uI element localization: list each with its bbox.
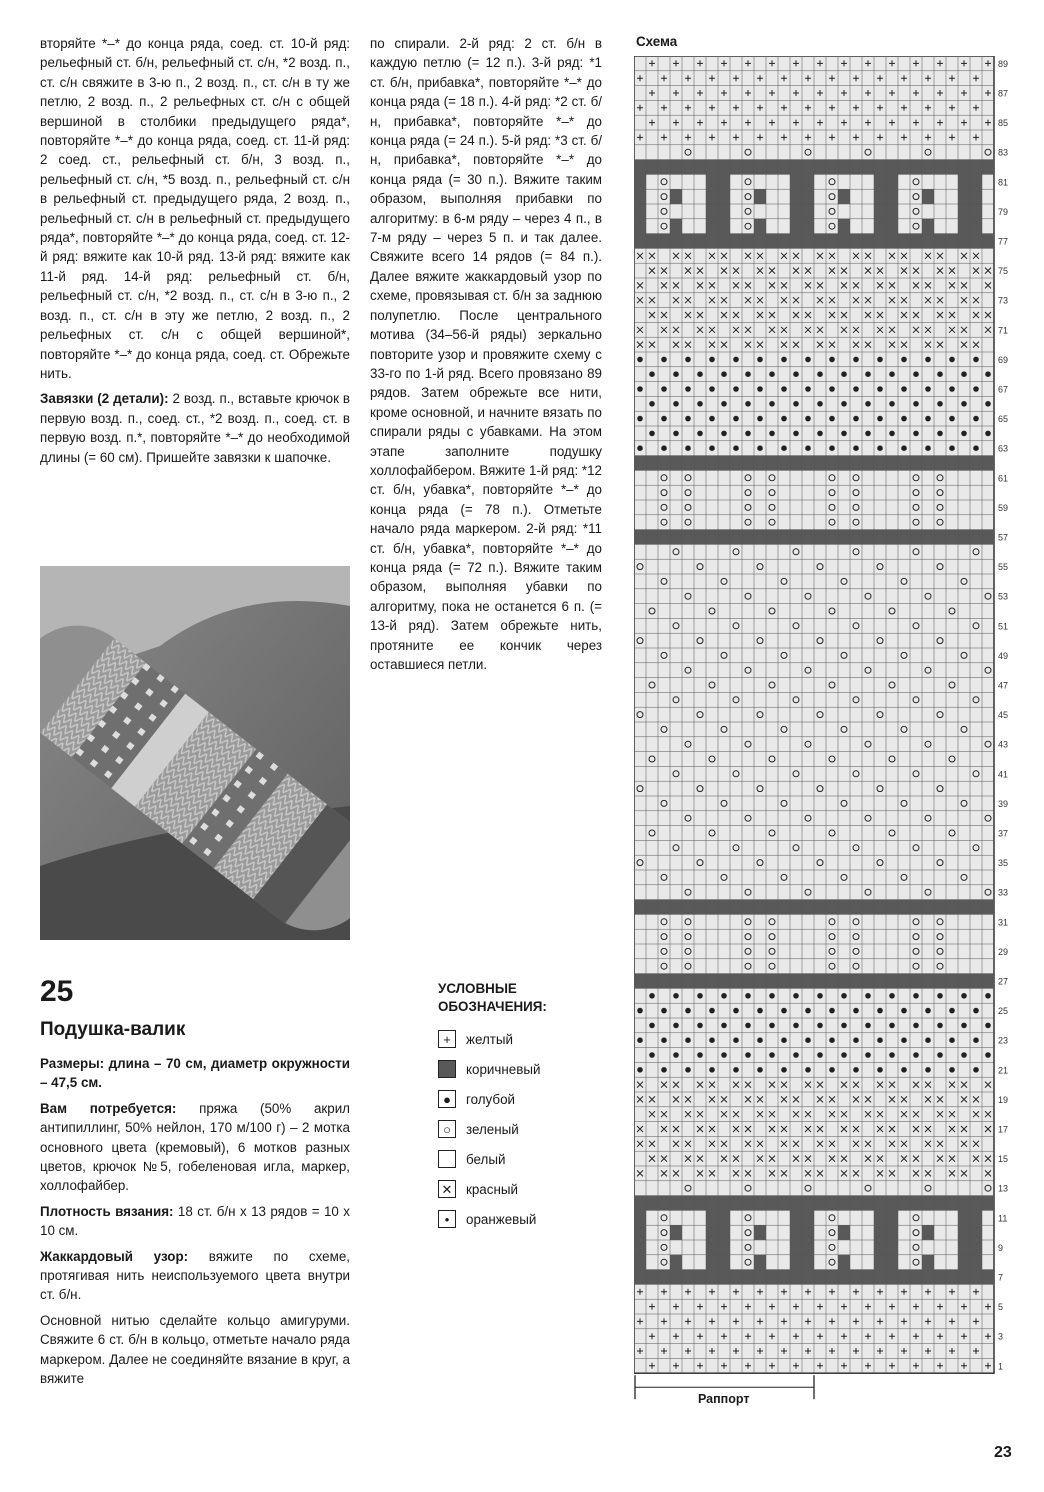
row-label: 7 [998,1272,1004,1283]
legend-label: коричневый [466,1061,541,1077]
materials-text: пряжа (50% акрил антипиллинг, 50% нейлон, 170 м/100 г) – 2 мотка основного цвета (кремовый), 6 мотков разных цветов, крючок №5, гобеленовая игла, маркер, холлофайбер. [40,1100,350,1194]
row-label: 45 [998,710,1009,721]
row-label: 23 [998,1035,1009,1046]
materials-line [40,1099,350,1196]
ties-label: Завязки (2 детали): [40,391,169,407]
page-number: 23 [994,1444,1012,1461]
legend-items [438,1024,608,1234]
row-label: 65 [998,414,1009,425]
intro-line: Основной нитью сделайте кольцо амигуруми. Свяжите 6 ст. б/н в кольцо, отметьте начало ряда маркером. Далее не соединяйте вязание в круг, а вяжите [40,1312,350,1387]
pattern-title: Подушка-валик [40,1019,186,1040]
materials-label: Вам потребуется: [40,1100,177,1116]
row-label: 83 [998,147,1009,158]
row-label: 15 [998,1154,1009,1165]
row-label: 87 [998,88,1009,99]
jacquard-label: Жаккардовый узор: [40,1248,189,1264]
pattern-number: 25 [40,975,74,1008]
row-label: 51 [998,621,1009,632]
row-label: 85 [998,118,1009,129]
legend-item-оранжевый [438,1204,608,1234]
row-label: 5 [998,1302,1004,1313]
row-label: 25 [998,1006,1009,1017]
row-label: 57 [998,532,1009,543]
row-label: 61 [998,473,1009,484]
ring-symbol-icon: ○ [438,1120,456,1138]
rapport-label: Раппорт [698,1392,750,1406]
row-label: 29 [998,946,1009,957]
legend-item-желтый [438,1024,608,1054]
chart-legend [438,980,608,1234]
legend-item-белый [438,1144,608,1174]
row-label: 17 [998,1124,1009,1135]
row-label: 3 [998,1331,1004,1342]
row-label: 47 [998,680,1009,691]
product-photo [40,566,350,940]
row-label: 79 [998,206,1009,217]
row-label: 81 [998,177,1009,188]
legend-label: оранжевый [466,1211,537,1227]
bigdot-symbol-icon: ● [438,1090,456,1108]
empty-symbol-icon [438,1150,456,1168]
chart-title: Схема [636,34,678,49]
row-label: 11 [998,1213,1008,1224]
row-label: 41 [998,769,1009,780]
row-label: 73 [998,295,1009,306]
legend-title: УСЛОВНЫЕ ОБОЗНАЧЕНИЯ: [438,981,547,1014]
ties-text: 2 возд. п., вставьте крючок в первую возд. п., соед. ст., *2 возд. п., соед. ст. в первую возд. п.*, повторяйте *–* до необходимой длины (= 60 см). Пришейте завязки к шапочке. [40,391,350,465]
row-label: 71 [998,325,1009,336]
row-label: 1 [998,1361,1004,1372]
legend-item-зеленый [438,1114,608,1144]
paragraph-row-instructions: вторяйте *–* до конца ряда, соед. ст. 10-й ряд: рельефный ст. б/н, рельефный ст. с/н, *2 возд. п., ст. с/н свяжите в 3-ю п., 2 возд. п., ст. с/н в ту же петлю, 2 возд. п., 2 рельефных ст. с/н с общей вершиной в столбики предыдущего ряда*, повторяйте *–* до конца ряда, соед. ст. 11-й ряд: 2 соед. ст., рельефный ст. б/н, 3 возд. п., рельефный ст. с/н, *5 возд. п., рельефный ст. с/н в рельефный ст. предыдущего ряда, 2 возд. п., рельефный ст. с/н в рельефный ст. предыдущего ряда*, повторяйте *–* до конца ряда, соед. ст. 12-й ряд: вяжите как 10-й ряд. 13-й ряд: вяжите как 11-й ряд. 14-й ряд: рельефный ст. б/н, рельефный ст. с/н, *2 возд. п., ст. с/н в 3-ю п., 2 возд. п., ст. с/н в эту же петлю, 2 возд. п., 2 рельефных ст. с/н с общей вершиной*, повторяйте *–* до конца ряда, соед. ст. Обрежьте нить. [40,36,350,381]
legend-label: желтый [466,1031,514,1047]
jacquard-line [40,1247,350,1305]
row-label: 49 [998,650,1009,661]
sizes-line [40,1054,350,1093]
cross-symbol-icon: ✕ [438,1180,456,1198]
legend-item-голубой [438,1084,608,1114]
density-text: 18 ст. б/н х 13 рядов = 10 х 10 см. [40,1203,350,1239]
row-label: 31 [998,917,1009,928]
jacquard-chart [634,56,1010,1401]
pattern-spec [40,1054,350,1395]
density-line [40,1202,350,1241]
row-label: 55 [998,562,1009,573]
row-label: 19 [998,1094,1009,1105]
paragraph-continued: по спирали. 2-й ряд: 2 ст. б/н в каждую петлю (= 12 п.). 3-й ряд: *1 ст. б/н, прибавка*, повторяйте *–* до конца ряда (= 18 п.). 4-й ряд: *2 ст. б/н, прибавка*, повторяйте *–* до конца ряда (= 24 п.). 5-й ряд: *3 ст. б/н, прибавка*, повторяйте *–* до конца ряда (= 30 п.). Вяжите таким образом, выполняя прибавки по алгоритму: в 6-м ряду – через 4 п., в 7-м ряду – через 5 п. и так далее. Свяжите всего 14 рядов (= 84 п.). Далее вяжите жаккардовый узор по схеме, провязывая ст. б/н за заднюю полупетлю. После центрального мотива (34–56-й ряды) зеркально повторите узор и провяжите схему с 33-го по 1-й ряд. Всего провязано 89 рядов. Затем обрежьте все нити, кроме основной, и начните вязать по спирали ряды с убавками. На этом этапе заполните подушку холлофайбером. Вяжите 1-й ряд: *12 ст. б/н, убавка*, повторяйте *–* до конца ряда (= 78 п.). Отметьте начало ряда маркером. 2-й ряд: *11 ст. б/н, убавка*, повторяйте *–* до конца ряда (= 72 п.). Вяжите таким образом, выполняя убавки по алгоритму, пока не останется 6 п. (= 13-й ряд). Затем обрежьте нить, протяните ее кончик через оставшиеся петли. [370,36,603,672]
legend-item-коричневый [438,1054,608,1084]
text-column-1 [40,34,350,473]
row-label: 53 [998,591,1009,602]
bolster-pillow-image [40,566,350,940]
dot-symbol-icon: • [438,1210,456,1228]
row-label: 89 [998,58,1009,69]
legend-label: голубой [466,1091,515,1107]
density-label: Плотность вязания: [40,1203,174,1219]
row-label: 63 [998,443,1009,454]
row-label: 43 [998,739,1009,750]
row-label: 37 [998,828,1009,839]
row-label: 35 [998,858,1009,869]
row-label: 77 [998,236,1009,247]
row-label: 33 [998,887,1009,898]
text-column-2 [370,34,602,680]
legend-label: зеленый [466,1121,519,1137]
fill-symbol-icon [438,1060,456,1078]
paragraph-ties [40,389,350,467]
row-label: 69 [998,354,1009,365]
row-label: 13 [998,1183,1009,1194]
row-label: 39 [998,798,1009,809]
legend-label: белый [466,1151,506,1167]
row-label: 75 [998,266,1009,277]
row-label: 21 [998,1065,1009,1076]
plus-symbol-icon: + [438,1030,456,1048]
row-label: 59 [998,502,1009,513]
legend-label: красный [466,1181,518,1197]
legend-item-красный [438,1174,608,1204]
sizes-label: Размеры: длина – 70 см, диаметр окружности – 47,5 см. [40,1056,350,1091]
jacquard-text: вяжите по схеме, протягивая нить неиспользуемого цвета внутри ст. б/н. [40,1248,350,1303]
row-label: 67 [998,384,1009,395]
row-label: 27 [998,976,1009,987]
row-label: 9 [998,1242,1004,1253]
row-labels [998,59,1008,1371]
